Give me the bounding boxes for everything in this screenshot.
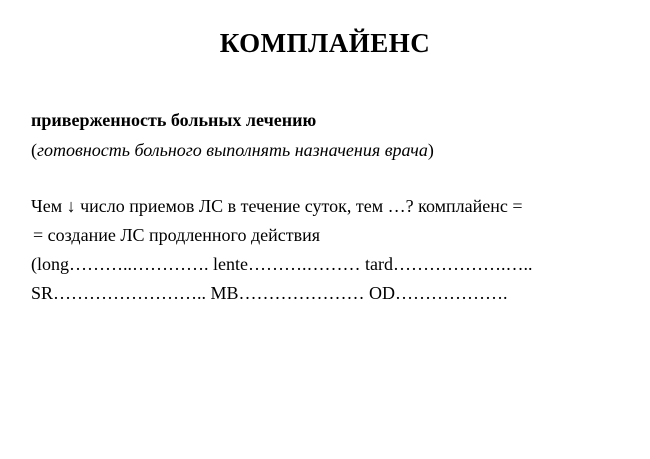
note-close-paren: ): [427, 140, 434, 160]
slide-title: КОМПЛАЙЕНС: [219, 28, 431, 58]
terms-line-2: SR…………………….. MB………………… OD……………….: [31, 283, 508, 303]
definition-text: приверженность больных лечению: [31, 110, 317, 130]
note-text: готовность больного выполнять назначения врача: [37, 140, 428, 160]
statement-line-2: = создание ЛС продленного действия: [33, 225, 321, 245]
definition-note: [31, 138, 434, 162]
note-open-paren: (: [31, 140, 37, 160]
terms-line-1: (long………..…………. lente……….……… tard……………….…..: [31, 254, 533, 274]
statement-line-1: Чем ↓ число приемов ЛС в течение суток, тем …? комплайенс =: [31, 196, 523, 216]
